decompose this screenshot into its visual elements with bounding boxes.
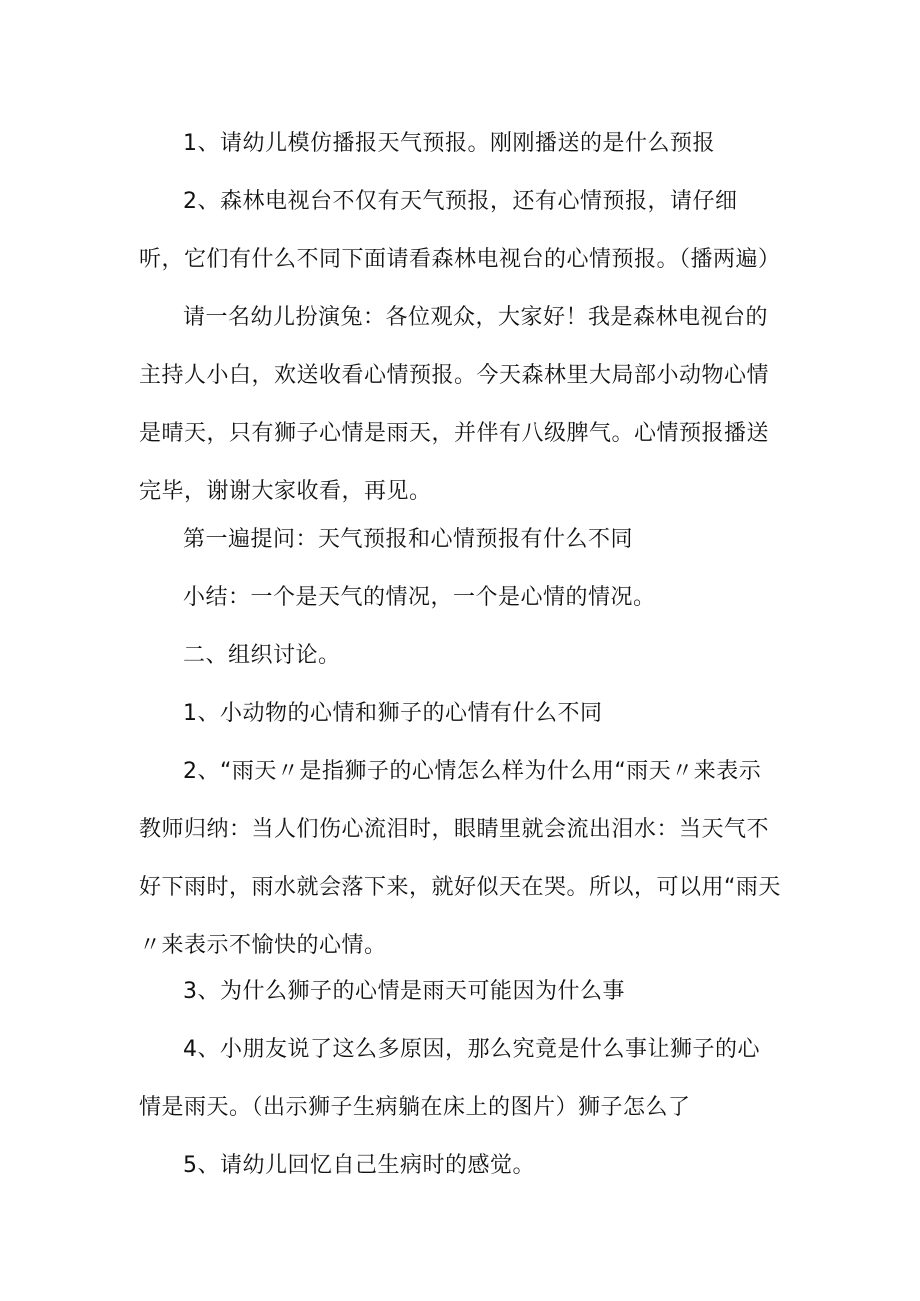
paragraph-5: 小结：一个是天气的情况，一个是心情的情况。 [183,585,656,610]
section-heading: 二、组织讨论。 [183,643,341,668]
paragraph-2: 2、森林电视台不仅有天气预报，还有心情预报，请仔细听，它们有什么不同下面请看森林电视台的心情预报。（播两遍） [139,189,781,272]
paragraph-7: 2、“雨天〃是指狮子的心情怎么样为什么用“雨天〃来表示教师归纳：当人们伤心流泪时，眼睛里就会流出泪水：当天气不好下雨时，雨水就会落下来，就好似天在哭。所以，可以用“雨天〃来表示不愉快的心情。 [139,759,781,958]
paragraph-3: 请一名幼儿扮演兔：各位观众，大家好！我是森林电视台的主持人小白，欢送收看心情预报。今天森林里大局部小动物心情是晴天，只有狮子心情是雨天，并伴有八级脾气。心情预报播送完毕，谢谢大家收看，再见。 [139,305,770,504]
paragraph-1: 1、请幼儿模仿播报天气预报。刚刚播送的是什么预报 [183,131,715,156]
paragraph-9: 4、小朋友说了这么多原因，那么究竟是什么事让狮子的心情是雨天。（出示狮子生病躺在床上的图片）狮子怎么了 [139,1037,760,1120]
paragraph-8: 3、为什么狮子的心情是雨天可能因为什么事 [183,979,625,1004]
paragraph-4: 第一遍提问：天气预报和心情预报有什么不同 [183,527,634,552]
paragraph-10: 5、请幼儿回忆自己生病时的感觉。 [183,1153,535,1178]
paragraph-6: 1、小动物的心情和狮子的心情有什么不同 [183,701,603,726]
